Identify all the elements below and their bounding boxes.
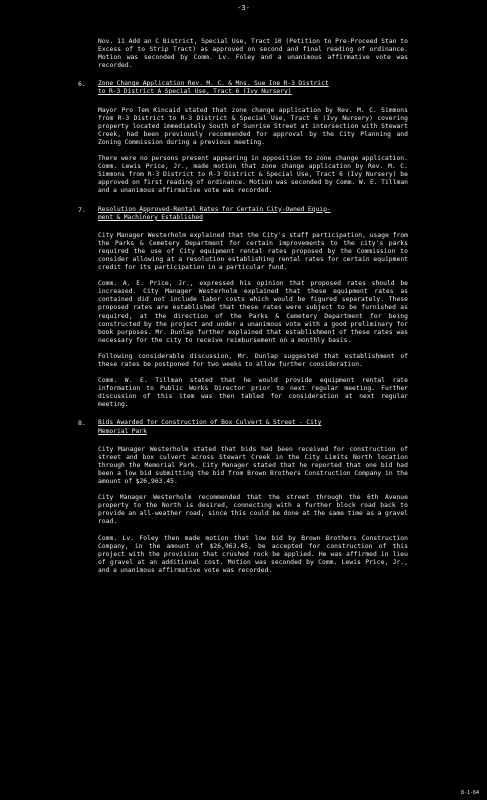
item-title-line: Zone Change Application Rev. M. C. & Mns. Sue Ine R-3 District [98,80,329,88]
item-title-line: Memorial Park [98,427,147,435]
minutes-body [78,38,408,583]
agenda-item-7 [78,206,408,410]
agenda-item-6 [78,80,408,195]
item-paragraph: Following considerable discussion, Mr. Dunlap suggested that establishment of these rates be postponed for two weeks to allow further consideration. [98,352,408,368]
intro-paragraph: Nov. 11 Add an C Bistrict, Special Use, Tract 10 (Petition to Pre-Proceed Stan to Excess of to Strip Tract) as approved on second and final reading of ordinance. Motion was seconded by Comm. Lv. Foley and a unanimous affirmative vote was recorded. [98,38,408,70]
item-paragraph: Comm. W. E. Tillman stated that he would provide equipment rental rate information to Public Works Director prior to next regular meeting. Further discussion of this item was then tabled for consideration at next regular meeting. [98,377,408,409]
item-paragraph: Comm. A. E. Price, Jr., expressed his opinion that proposed rates should be increased. City Manager Westerholm explained that these equipment rates as contained did not include labor costs which would be figured separately. These proposed rates are established that these rates were subject to be furnished as required, at the direction of the Parks & Cemetery Department for being constructed by the project and under a unanimous vote with a good preliminary for book purposes. Mr. Dunlap further explained that establishment of these rates was necessary for the city to receive reimbursement on a monthly basis. [98,280,408,344]
agenda-item-8 [78,419,408,575]
item-paragraph: City Manager Westerholm stated that bids had been received for construction of street and box culvert across Stewart Creek in the City Limits North location through the Memorial Park. City Manager stated that he reported that one bid had been a low bid submitting the bid from Brown Brothers Construction Company in the amount of $26,963.45. [98,445,408,486]
item-paragraph: City Manager Westerholm explained that the City's staff participation, usage from the Parks & Cemetery Department for certain improvements to the city's parks required the use of City equipment rental rates proposed by the Commission to consider allowing at a resolution establishing rental rates for certain equipment credit for its participation in a particular fund. [98,231,408,272]
item-number: 6. [78,80,86,89]
item-title [98,206,408,222]
item-title-line: Bids Awarded for Construction of Box Culvert & Street - City [98,419,322,427]
item-title [98,80,408,96]
item-paragraph: City Manager Westerholm recommended that the street through the 6th Avenue property to the North is desired, connecting with a further block road back to provide an all-weather road, since this could be done at the same time as a gravel road. [98,494,408,526]
item-paragraph: Mayor Pro Tem Kincaid stated that zone change application by Rev. M. C. Simmons from R-3 District to R-3 District & Special Use, Tract 6 (Ivy Nursery) covering property located immediately South of Sunrise Street at intersection with Stewart Creek, had been previously recommended for approval by the City Planning and Zoning Commission during a previous meeting. [98,106,408,146]
item-title-line: Resolution Approved-Rental Rates for Certain City-Owned Equip- [98,205,331,213]
item-title-line: ment & Machinery Established [98,213,203,221]
item-paragraph: Comm. Lv. Foley then made motion that low bid by Brown Brothers Construction Company, in the amount of $26,963.45, be accepted for construction of this project with the provision that crushed rock be applied. He was affirmed in lieu of gravel at an additional cost. Motion was seconded by Comm. Lewis Price, Jr., and a unanimous affirmative vote was recorded. [98,534,408,574]
page-number: -3- [237,4,250,12]
item-number: 7. [78,205,86,214]
item-paragraph: There were no persons present appearing in opposition to zone change application. Comm. Lewis Price, Jr., made motion that zone change application by Rev. M. C. Simmons from R-3 District to R-3 District & Special Use, Tract 6 (Ivy Nursery) be approved on first reading of ordinance. Motion was seconded by Comm. W. E. Tillman and a unanimous affirmative vote was recorded. [98,155,408,195]
footer-mark: 8-1-64 [460,790,479,796]
item-number: 8. [78,419,86,428]
item-title-line: to R-3 District A Special Use, Tract 6 (Ivy Nursery) [98,88,292,96]
item-title [98,419,408,435]
